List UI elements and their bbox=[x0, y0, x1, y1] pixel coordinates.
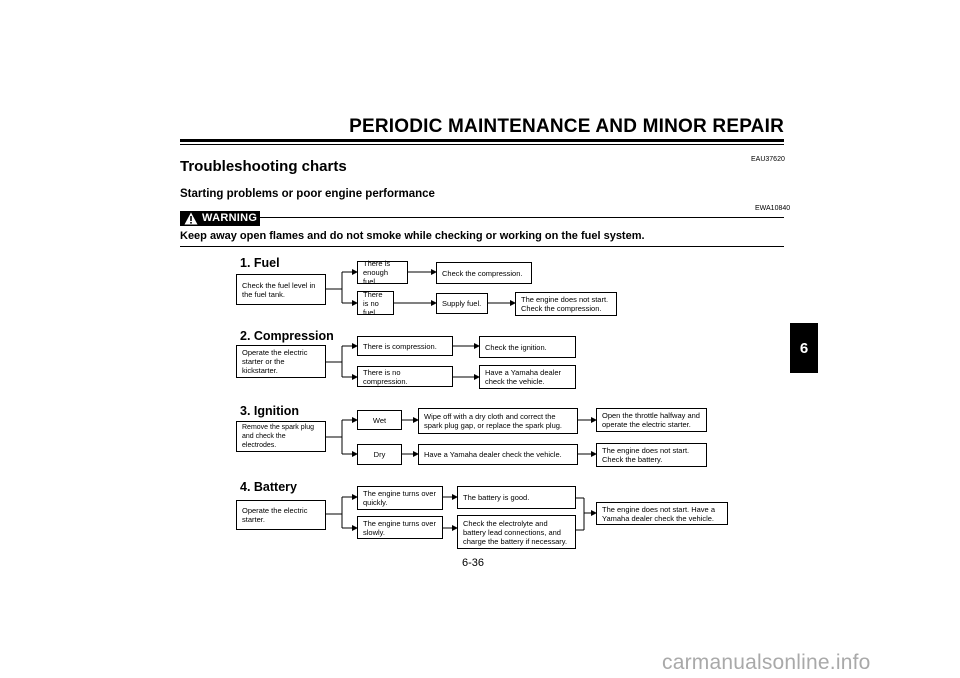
battery-good-box: The battery is good. bbox=[457, 486, 576, 509]
battery-slow-box: The engine turns over slowly. bbox=[357, 516, 443, 539]
compression-chart-title: 2. Compression bbox=[240, 329, 334, 343]
compression-start-box: Operate the electric starter or the kickstarter. bbox=[236, 345, 326, 378]
fuel-start-box: Check the fuel level in the fuel tank. bbox=[236, 274, 326, 305]
chapter-tab: 6 bbox=[790, 323, 818, 373]
ignition-start-box: Remove the spark plug and check the electrodes. bbox=[236, 421, 326, 452]
watermark: carmanualsonline.info bbox=[662, 651, 871, 674]
ignition-dry-box: Dry bbox=[357, 444, 402, 465]
section-code: EAU37620 bbox=[751, 156, 785, 163]
warning-code: EWA10840 bbox=[755, 205, 791, 212]
battery-chart-title: 4. Battery bbox=[240, 480, 297, 494]
ignition-chart-title: 3. Ignition bbox=[240, 404, 300, 418]
compression-dealer-box: Have a Yamaha dealer check the vehicle. bbox=[479, 365, 576, 389]
fuel-supply-box: Supply fuel. bbox=[436, 293, 488, 314]
warning-text: Keep away open flames and do not smoke while checking or working on the fuel system. bbox=[180, 230, 645, 242]
ignition-throttle-box: Open the throttle halfway and operate the electric starter. bbox=[596, 408, 707, 432]
fuel-check-compression-box: Check the compression. bbox=[436, 262, 532, 284]
ignition-wet-box: Wet bbox=[357, 410, 402, 430]
page-number: 6-36 bbox=[462, 557, 485, 569]
battery-final-box: The engine does not start. Have a Yamaha dealer check the vehicle. bbox=[596, 502, 728, 525]
fuel-chart-title: 1. Fuel bbox=[240, 256, 280, 270]
section-subtitle: Starting problems or poor engine performance bbox=[180, 188, 435, 200]
compression-yes-box: There is compression. bbox=[357, 336, 453, 356]
ignition-check-battery-box: The engine does not start. Check the battery. bbox=[596, 443, 707, 467]
ignition-wipe-box: Wipe off with a dry cloth and correct the spark plug gap, or replace the spark plug. bbox=[418, 408, 578, 434]
compression-check-ignition-box: Check the ignition. bbox=[479, 336, 576, 358]
fuel-enough-box: There is enough fuel. bbox=[357, 261, 408, 284]
battery-start-box: Operate the electric starter. bbox=[236, 500, 326, 530]
warning-label: WARNING bbox=[202, 212, 258, 224]
section-title: Troubleshooting charts bbox=[180, 158, 347, 175]
fuel-not-start-box: The engine does not start. Check the compression. bbox=[515, 292, 617, 316]
battery-check-electrolyte-box: Check the electrolyte and battery lead connections, and charge the battery if necessary. bbox=[457, 515, 576, 549]
page-header-title: PERIODIC MAINTENANCE AND MINOR REPAIR bbox=[349, 116, 784, 137]
ignition-dealer-box: Have a Yamaha dealer check the vehicle. bbox=[418, 444, 578, 465]
fuel-none-box: There is no fuel. bbox=[357, 291, 394, 315]
compression-no-box: There is no compression. bbox=[357, 366, 453, 387]
battery-quick-box: The engine turns over quickly. bbox=[357, 486, 443, 510]
